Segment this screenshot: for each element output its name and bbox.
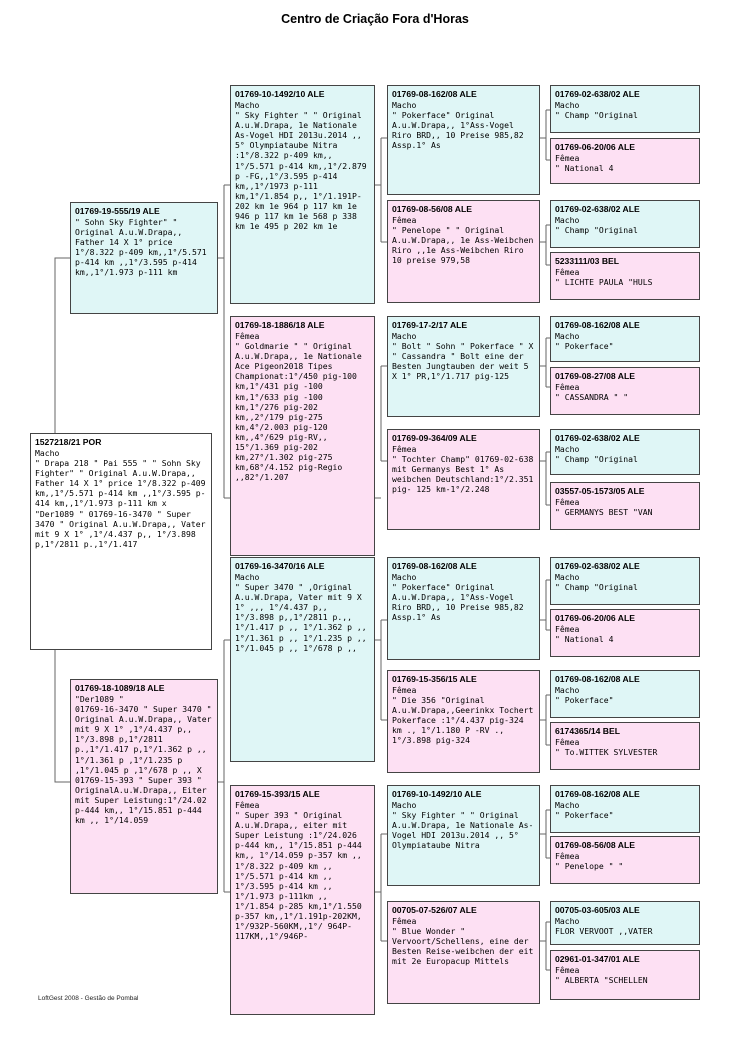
ring-number: 5233111/03 BEL <box>555 256 620 266</box>
pigeon-description: Macho " Pokerface" <box>555 685 614 706</box>
pigeon-description: Fêmea " Super 393 " Original A.u.W.Drapa,, eiter mit Super Leistung :1°/24.026 p-444 km,, 1°/15.851 p-444 km,, 1°/14.059 p-357 km ,, 1°/8.322 p-409 km ,, 1°/5.571 p-414 km ,, 1°/3.595 p-414 km ,, 1°/1.973 p-111km ,, 1°/1.854 p-285 km,1°/1.550 p-357 km,,1°/1.191p-202KM, 1°/932P-560KM,,1°/ 964P-117KM,,1°/946P- <box>235 800 362 942</box>
pedigree-card-gen4-3[interactable] <box>387 316 540 417</box>
pedigree-card-subject[interactable] <box>30 433 212 650</box>
pedigree-card-gen4-8[interactable] <box>387 901 540 1004</box>
pedigree-card-gen3-4[interactable] <box>230 785 375 1015</box>
pigeon-description: Macho " Sky Fighter " " Original A.u.W.Drapa, 1e Nationale As-Vogel HDI 2013u.2014 ,, 5° Olympiataube Nitra <box>392 800 534 851</box>
ring-number: 01769-02-638/02 ALE <box>555 89 640 99</box>
pigeon-description: Fêmea " LICHTE PAULA "HULS <box>555 267 653 288</box>
ring-number: 01769-16-3470/16 ALE <box>235 561 325 571</box>
pedigree-card-gen5-7[interactable] <box>550 429 700 475</box>
pedigree-card-gen5-1[interactable] <box>550 85 700 133</box>
pigeon-description: Macho " Champ "Original <box>555 572 638 593</box>
ring-number: 01769-02-638/02 ALE <box>555 561 640 571</box>
pedigree-card-gen5-14[interactable] <box>550 836 700 884</box>
ring-number: 01769-10-1492/10 ALE <box>392 789 482 799</box>
pigeon-description: "Der1089 " 01769-16-3470 " Super 3470 " Original A.u.W.Drapa,, Vater mit 9 X 1° ,1°/4.437 p,, 1°/3.898 p,1°/2811 p.,1°/1.417 p,1°/1.362 p ,, 1°/1.361 p ,1°/1.235 p ,1°/1.045 p ,1°/678 p ,, X 01769-15-393 " Super 393 " OriginalA.u.W.Drapa,, Eiter mit Super Leistung:1°/24.02 p-444 km,, 1°/15.851 p-444 km ,, 1°/14.059 <box>75 694 212 826</box>
pedigree-card-gen5-4[interactable] <box>550 252 700 300</box>
pigeon-description: Macho " Pokerface" Original A.u.W.Drapa,, 1°Ass-Vogel Riro BRD,, 10 Preise 985,82 Assp.1° As <box>392 100 524 151</box>
ring-number: 6174365/14 BEL <box>555 726 620 736</box>
page-title: Centro de Criação Fora d'Horas <box>281 12 469 26</box>
pedigree-card-gen5-9[interactable] <box>550 557 700 605</box>
pedigree-card-gen5-16[interactable] <box>550 950 700 1000</box>
pigeon-description: Fêmea " Tochter Champ" 01769-02-638 mit Germanys Best 1° As weibchen Deutschland:1°/2.351 pig- 125 km-1°/2.248 <box>392 444 534 495</box>
footer-credit: LoftGest 2008 - Gestão de Pombal <box>38 995 139 1002</box>
pigeon-description: Fêmea " Blue Wonder " Vervoort/Schellens, eine der Besten Reise-weibchen der eit mit 2e Europacup Mittels <box>392 916 534 967</box>
pedigree-card-gen5-5[interactable] <box>550 316 700 362</box>
ring-number: 01769-15-393/15 ALE <box>235 789 320 799</box>
pigeon-description: Fêmea " Goldmarie " " Original A.u.W.Drapa,, 1e Nationale Ace Pigeon2018 Tipes Championat:1°/450 pig-100 km,1°/431 pig -100 km,1°/633 pig -100 km,1°/276 pig-202 km,,2°/179 pig-275 km,4°/2.003 pig-120 km,,4°/629 pig-RV,, 15°/1.369 pig-202 km,27°/1.302 pig-275 km,68°/4.152 pig-Regio ,,82°/1.207 <box>235 331 362 483</box>
pigeon-description: Macho " Pokerface" Original A.u.W.Drapa,, 1°Ass-Vogel Riro BRD,, 10 Preise 985,82 Assp.1° As <box>392 572 524 623</box>
pedigree-card-gen5-8[interactable] <box>550 482 700 530</box>
pigeon-description: Macho " Pokerface" <box>555 800 614 821</box>
ring-number: 01769-09-364/09 ALE <box>392 433 477 443</box>
pigeon-description: Fêmea " National 4 <box>555 153 614 174</box>
pigeon-description: Macho " Sky Fighter " " Original A.u.W.Drapa, 1e Nationale As-Vogel HDI 2013u.2014 ,, 5° Olympiataube Nitra :1°/8.322 p-409 km,, 1°/5.571 p-414 km,,1°/2.879 p -FG,,1°/3.595 p-414 km,,1°/1973 p-111 km,1°/1.854 p,, 1°/1.191P-202 km 1e 964 p 117 km 1e 946 p 117 km 1e 568 p 338 km 1e 495 p 202 km 1e <box>235 100 367 232</box>
ring-number: 01769-06-20/06 ALE <box>555 142 635 152</box>
pedigree-card-gen4-5[interactable] <box>387 557 540 660</box>
pigeon-description: Macho " Super 3470 " ,Original A.u.W.Drapa, Vater mit 9 X 1° ,,, 1°/4.437 p,, 1°/3.898 p,,1°/2811 p.,, 1°/1.417 p ,, 1°/1.362 p ,, 1°/1.361 p ,, 1°/1.235 p ,, 1°/1.045 p ,, 1°/678 p ,, <box>235 572 367 653</box>
pedigree-card-gen5-13[interactable] <box>550 785 700 833</box>
ring-number: 00705-03-605/03 ALE <box>555 905 640 915</box>
pedigree-card-sire[interactable] <box>70 202 218 314</box>
pedigree-card-gen3-2[interactable] <box>230 316 375 556</box>
pigeon-description: Macho " Drapa 218 " Pai 555 " " Sohn Sky Fighter" " Original A.u.W.Drapa,, Father 14 X 1° price 1°/8.322 p-409 km,,1°/5.571 p-414 km ,,1°/3.595 p-414 km,,1°/1.973 p-111 km x "Der1089 " 01769-16-3470 " Super 3470 " Original A.u.W.Drapa,, Vater mit 9 X 1° ,1°/4.437 p,, 1°/3.898 p,1°/2811 p.,1°/1.417 <box>35 448 206 549</box>
pedigree-card-gen4-4[interactable] <box>387 429 540 530</box>
pigeon-description: Macho " Champ "Original <box>555 444 638 465</box>
pigeon-description: Fêmea " To.WITTEK SYLVESTER <box>555 737 658 758</box>
pigeon-description: Macho " Champ "Original <box>555 100 638 121</box>
pedigree-card-gen5-11[interactable] <box>550 670 700 718</box>
pedigree-card-gen3-1[interactable] <box>230 85 375 304</box>
pedigree-card-gen4-1[interactable] <box>387 85 540 195</box>
ring-number: 01769-08-27/08 ALE <box>555 371 635 381</box>
pedigree-card-gen3-3[interactable] <box>230 557 375 762</box>
pedigree-card-gen4-7[interactable] <box>387 785 540 886</box>
pedigree-card-dam[interactable] <box>70 679 218 894</box>
ring-number: 01769-08-162/08 ALE <box>392 561 477 571</box>
ring-number: 01769-08-162/08 ALE <box>555 320 640 330</box>
ring-number: 01769-08-56/08 ALE <box>555 840 635 850</box>
pigeon-description: Macho " Pokerface" <box>555 331 614 352</box>
ring-number: 01769-08-162/08 ALE <box>555 789 640 799</box>
ring-number: 01769-17-2/17 ALE <box>392 320 468 330</box>
ring-number: 01769-08-162/08 ALE <box>392 89 477 99</box>
ring-number: 01769-10-1492/10 ALE <box>235 89 325 99</box>
ring-number: 1527218/21 POR <box>35 437 102 447</box>
pedigree-card-gen5-10[interactable] <box>550 609 700 657</box>
ring-number: 01769-08-56/08 ALE <box>392 204 472 214</box>
pedigree-card-gen4-6[interactable] <box>387 670 540 773</box>
pedigree-card-gen5-15[interactable] <box>550 901 700 945</box>
pedigree-card-gen5-12[interactable] <box>550 722 700 770</box>
pigeon-description: Fêmea " GERMANYS BEST "VAN <box>555 497 653 518</box>
ring-number: 03557-05-1573/05 ALE <box>555 486 645 496</box>
pigeon-description: Fêmea " Penelope " " <box>555 851 624 872</box>
ring-number: 01769-02-638/02 ALE <box>555 433 640 443</box>
pigeon-description: Macho " Champ "Original <box>555 215 638 236</box>
pigeon-description: Fêmea " National 4 <box>555 624 614 645</box>
pedigree-card-gen4-2[interactable] <box>387 200 540 303</box>
pedigree-card-gen5-3[interactable] <box>550 200 700 248</box>
ring-number: 00705-07-526/07 ALE <box>392 905 477 915</box>
pigeon-description: Fêmea " Die 356 "Original A.u.W.Drapa,,Geerinkx Tochert Pokerface :1°/4.437 pig-324 km ., 1°/1.180 P -RV ., 1°/3.898 pig-324 <box>392 685 534 746</box>
pigeon-description: Fêmea " Penelope " " Original A.u.W.Drapa,, 1e Ass-Weibchen Riro ,,1e Ass-Weibchen Riro 10 preise 979,58 <box>392 215 534 266</box>
ring-number: 01769-19-555/19 ALE <box>75 206 160 216</box>
pigeon-description: Fêmea " ALBERTA "SCHELLEN <box>555 965 648 986</box>
pigeon-description: " Sohn Sky Fighter" " Original A.u.W.Drapa,, Father 14 X 1° price 1°/8.322 p-409 km,,1°/5.571 p-414 km ,,1°/3.595 p-414 km,,1°/1.973 p-111 km <box>75 217 212 278</box>
ring-number: 01769-18-1886/18 ALE <box>235 320 325 330</box>
ring-number: 01769-02-638/02 ALE <box>555 204 640 214</box>
ring-number: 01769-18-1089/18 ALE <box>75 683 165 693</box>
pigeon-description: Macho " Bolt " Sohn " Pokerface " X " Cassandra " Bolt eine der Besten Jungtauben der weit 5 X 1° PR,1°/1.717 pig-125 <box>392 331 534 382</box>
ring-number: 01769-15-356/15 ALE <box>392 674 477 684</box>
pigeon-description: Macho FLOR VERVOOT ,,VATER <box>555 916 653 937</box>
pedigree-card-gen5-2[interactable] <box>550 138 700 184</box>
pigeon-description: Fêmea " CASSANDRA " " <box>555 382 629 403</box>
ring-number: 02961-01-347/01 ALE <box>555 954 640 964</box>
pedigree-card-gen5-6[interactable] <box>550 367 700 415</box>
ring-number: 01769-06-20/06 ALE <box>555 613 635 623</box>
ring-number: 01769-08-162/08 ALE <box>555 674 640 684</box>
